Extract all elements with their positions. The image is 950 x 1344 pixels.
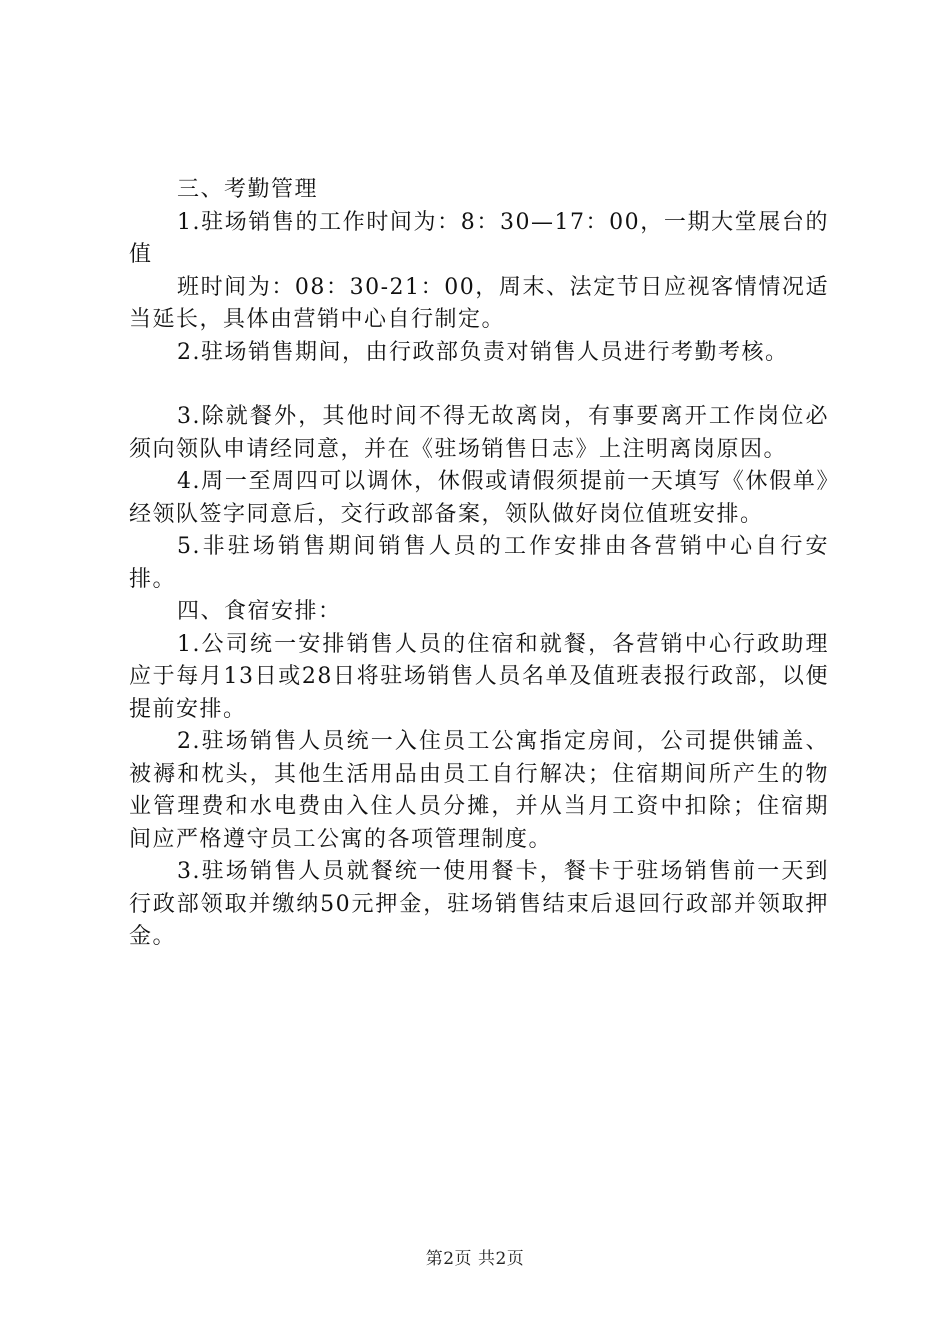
document-body [129,174,829,954]
paragraph-lodging-2: 2.驻场销售人员统一入住员工公寓指定房间，公司提供铺盖、被褥和枕头，其他生活用品由员工自行解决；住宿期间所产生的物业管理费和水电费由入住人员分摊，并从当月工资中扣除；住宿期间应严格遵守员工公寓的各项管理制度。 [129,729,829,852]
section-heading-lodging: 四、食宿安排： [177,599,342,624]
page-number-footer: 第2页 共2页 [425,1249,525,1269]
paragraph-attendance-5: 5.非驻场销售期间销售人员的工作安排由各营销中心自行安排。 [129,534,829,592]
paragraph-attendance-2: 2.驻场销售期间，由行政部负责对销售人员进行考勤考核。 [177,339,789,365]
paragraph-attendance-1: 1.驻场销售的工作时间为：8：30—17：00，一期大堂展台的值 [129,209,829,267]
paragraph-attendance-4: 4.周一至周四可以调休，休假或请假须提前一天填写《休假单》经领队签字同意后，交行政部备案，领队做好岗位值班安排。 [129,469,829,527]
section-heading-attendance: 三、考勤管理 [177,177,319,202]
paragraph-lodging-3: 3.驻场销售人员就餐统一使用餐卡，餐卡于驻场销售前一天到行政部领取并缴纳50元押金，驻场销售结束后退回行政部并领取押金。 [129,859,829,949]
paragraph-attendance-3: 3.除就餐外，其他时间不得无故离岗，有事要离开工作岗位必须向领队申请经同意，并在《驻场销售日志》上注明离岗原因。 [129,404,829,462]
paragraph-attendance-1-continued: 班时间为：08：30-21：00，周末、法定节日应视客情情况适当延长，具体由营销中心自行制定。 [129,274,829,332]
paragraph-lodging-1: 1.公司统一安排销售人员的住宿和就餐，各营销中心行政助理应于每月13日或28日将驻场销售人员名单及值班表报行政部，以便提前安排。 [129,631,829,722]
